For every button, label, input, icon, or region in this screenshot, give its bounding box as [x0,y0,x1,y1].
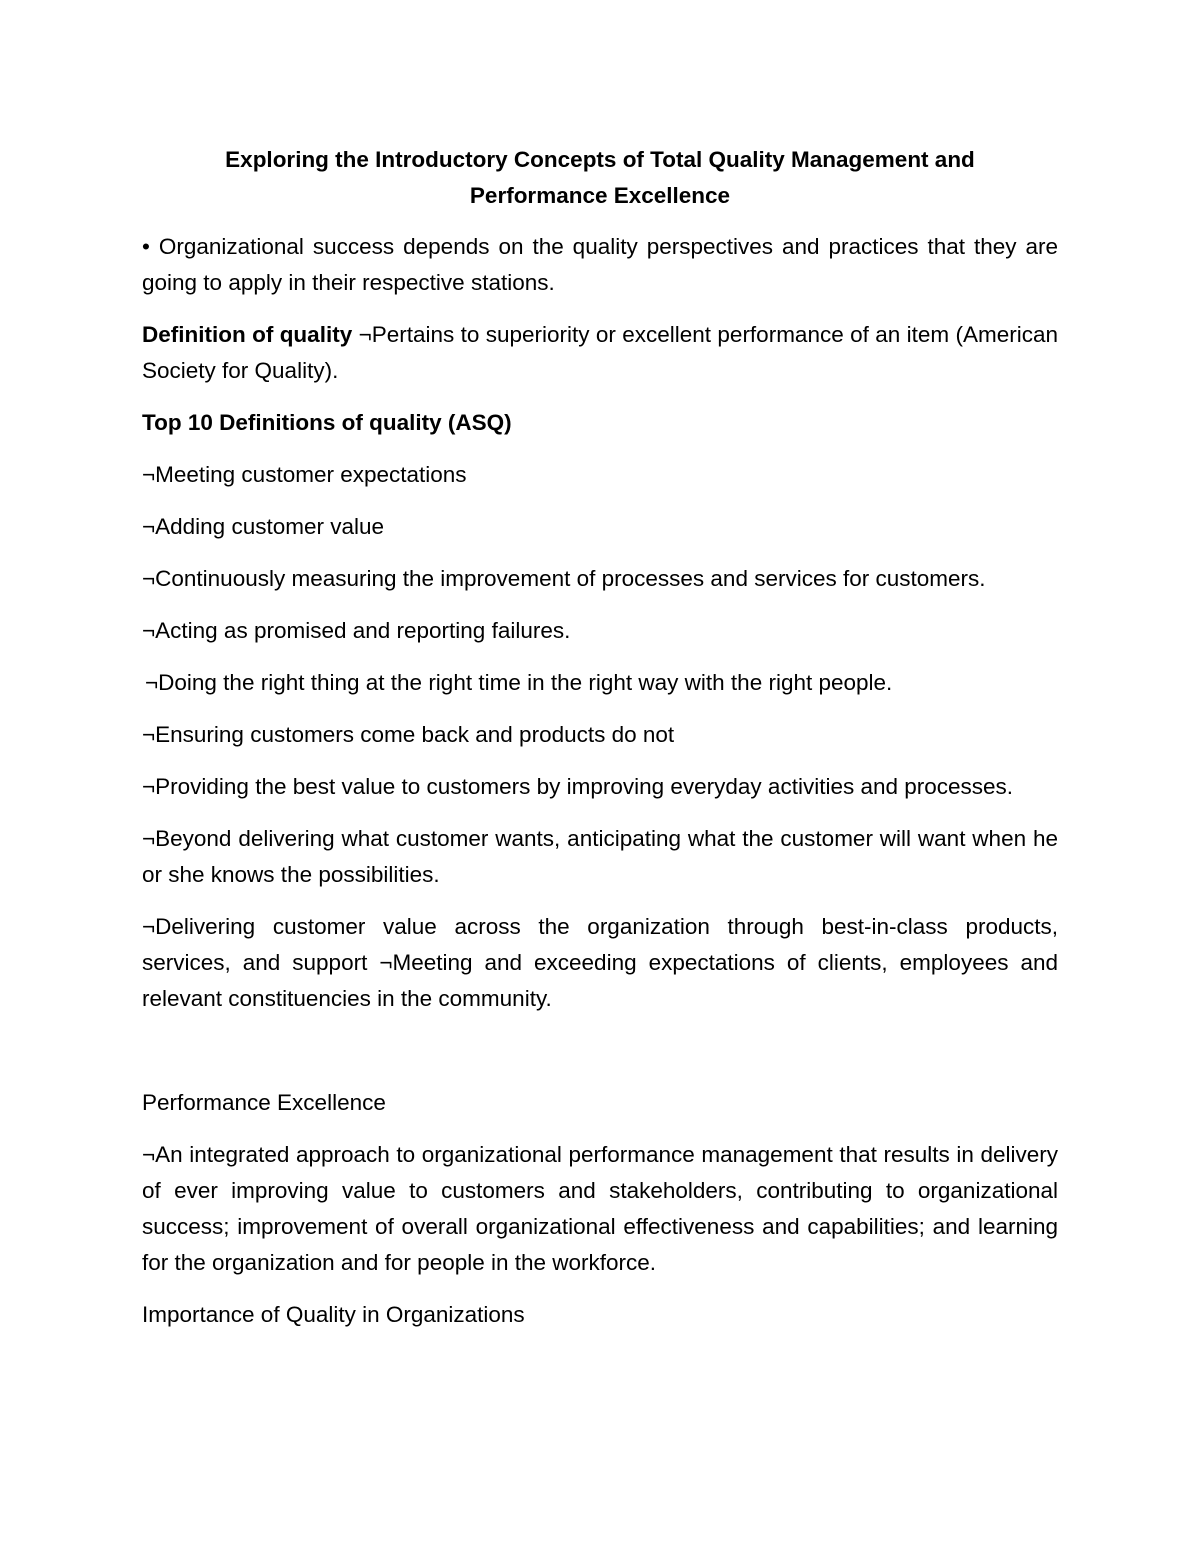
list-item: ¬Continuously measuring the improvement of processes and services for customers. [142,566,986,591]
list-item: ¬Beyond delivering what customer wants, anticipating what the customer will want when he or she knows the possibilities. [142,826,1058,887]
list-item: ¬Providing the best value to customers by improving everyday activities and processes. [142,774,1014,799]
importance-heading: Importance of Quality in Organizations [142,1302,525,1327]
list-item: ¬Doing the right thing at the right time in the right way with the right people. [145,670,893,695]
document-body [142,142,1058,1349]
title-line-1: Exploring the Introductory Concepts of Total Quality Management and [225,147,975,172]
section-spacer [142,1033,1058,1085]
intro-paragraph: • Organizational success depends on the quality perspectives and practices that they are going to apply in their respective stations. [142,234,1058,295]
performance-paragraph: ¬An integrated approach to organizational performance management that results in delivery of ever improving value to customers and stakeholders, contributing to organizational success; improvement of overall organizational effectiveness and capabilities; and learning for the organization and for people in the workforce. [142,1142,1058,1275]
document-title [142,142,1058,214]
title-line-2: Performance Excellence [469,183,731,208]
top10-heading: Top 10 Definitions of quality (ASQ) [142,410,512,435]
performance-heading: Performance Excellence [142,1090,386,1115]
definition-text: ¬Pertains to superiority or excellent performance of an item (American Society for Quality). [142,322,1058,383]
definition-label: Definition of quality [142,322,353,347]
definition-paragraph [142,317,1058,389]
list-item: ¬Delivering customer value across the organization through best-in-class products, services, and support ¬Meeting and exceeding expectations of clients, employees and relevant constituencies in the community. [142,914,1058,1011]
list-item: ¬Meeting customer expectations [142,462,467,487]
list-item: ¬Acting as promised and reporting failures. [142,618,571,643]
list-item: ¬Ensuring customers come back and products do not [142,722,675,747]
list-item: ¬Adding customer value [142,514,385,539]
